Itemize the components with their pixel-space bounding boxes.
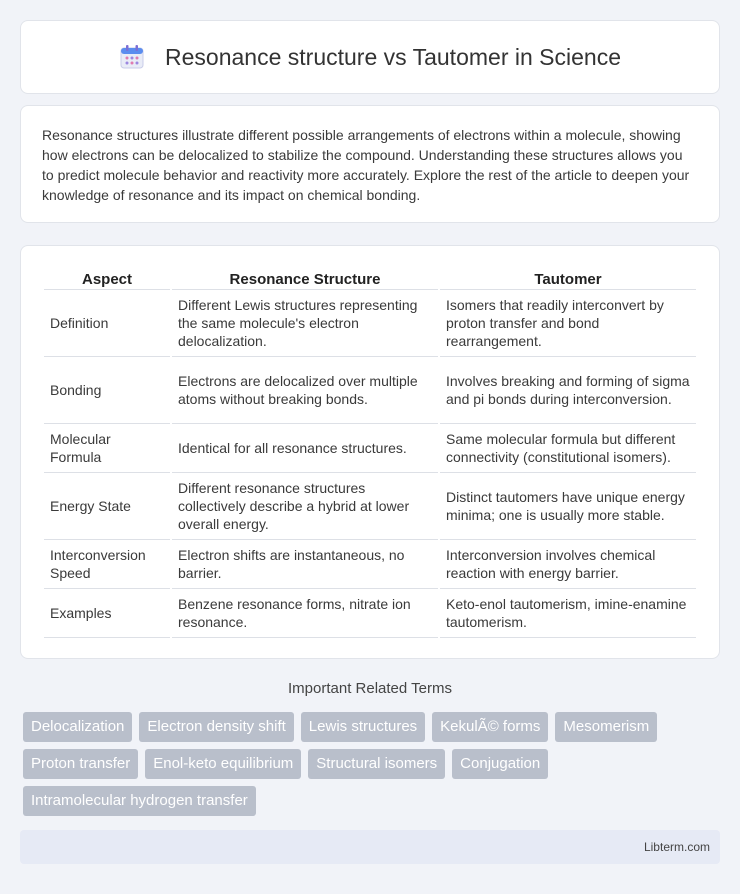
tag-mesomerism[interactable]: Mesomerism xyxy=(555,712,657,742)
footer xyxy=(20,830,720,864)
intro-text: Resonance structures illustrate different possible arrangements of electrons within a molecule, showing how electrons can be delocalized to stabilize the compound. Understanding these structures allows you to predict molecule behavior and reactivity more accurately. Explore the rest of the article to deepen your knowledge of resonance and its impact on chemical bonding. xyxy=(42,127,690,203)
header-aspect: Aspect xyxy=(44,266,170,290)
cell-tautomer: Involves breaking and forming of sigma and pi bonds during interconversion. xyxy=(440,357,696,424)
cell-tautomer: Distinct tautomers have unique energy minima; one is usually more stable. xyxy=(440,473,696,540)
cell-aspect: Molecular Formula xyxy=(44,424,170,473)
comparison-table xyxy=(42,266,698,638)
related-terms-title: Important Related Terms xyxy=(288,680,452,697)
table-row xyxy=(44,473,696,540)
tag-enol-keto-equilibrium[interactable]: Enol-keto equilibrium xyxy=(145,749,301,779)
tag-proton-transfer[interactable]: Proton transfer xyxy=(23,749,138,779)
cell-resonance: Different Lewis structures representing the same molecule's electron delocalization. xyxy=(172,290,438,357)
cell-aspect: Energy State xyxy=(44,473,170,540)
comparison-table-card xyxy=(20,245,720,659)
cell-resonance: Electrons are delocalized over multiple atoms without breaking bonds. xyxy=(172,357,438,424)
cell-resonance: Identical for all resonance structures. xyxy=(172,424,438,473)
table-header-row xyxy=(44,266,696,290)
header-tautomer: Tautomer xyxy=(440,266,696,290)
cell-aspect: Bonding xyxy=(44,357,170,424)
page-title: Resonance structure vs Tautomer in Science xyxy=(165,43,621,70)
cell-tautomer: Isomers that readily interconvert by proton transfer and bond rearrangement. xyxy=(440,290,696,357)
table-row xyxy=(44,357,696,424)
tag-electron-density-shift[interactable]: Electron density shift xyxy=(139,712,293,742)
header-card xyxy=(20,20,720,94)
cell-aspect: Interconversion Speed xyxy=(44,540,170,589)
tag-kekule-forms[interactable]: KekulÃ© forms xyxy=(432,712,548,742)
cell-aspect: Examples xyxy=(44,589,170,638)
table-row xyxy=(44,540,696,589)
cell-resonance: Electron shifts are instantaneous, no barrier. xyxy=(172,540,438,589)
cell-tautomer: Keto-enol tautomerism, imine-enamine tautomerism. xyxy=(440,589,696,638)
tag-delocalization[interactable]: Delocalization xyxy=(23,712,132,742)
intro-card xyxy=(20,105,720,223)
table-row xyxy=(44,589,696,638)
table-row xyxy=(44,290,696,357)
tag-conjugation[interactable]: Conjugation xyxy=(452,749,548,779)
cell-tautomer: Same molecular formula but different connectivity (constitutional isomers). xyxy=(440,424,696,473)
cell-resonance: Different resonance structures collectively describe a hybrid at lower overall energy. xyxy=(172,473,438,540)
footer-site-link[interactable]: Libterm.com xyxy=(643,840,710,854)
tag-intramolecular-hydrogen-transfer[interactable]: Intramolecular hydrogen transfer xyxy=(23,786,256,816)
cell-aspect: Definition xyxy=(44,290,170,357)
related-terms-list xyxy=(23,712,723,816)
cell-tautomer: Interconversion involves chemical reaction with energy barrier. xyxy=(440,540,696,589)
tag-structural-isomers[interactable]: Structural isomers xyxy=(308,749,445,779)
cell-resonance: Benzene resonance forms, nitrate ion resonance. xyxy=(172,589,438,638)
tag-lewis-structures[interactable]: Lewis structures xyxy=(301,712,425,742)
calendar-icon xyxy=(119,44,145,70)
table-row xyxy=(44,424,696,473)
header-resonance: Resonance Structure xyxy=(172,266,438,290)
